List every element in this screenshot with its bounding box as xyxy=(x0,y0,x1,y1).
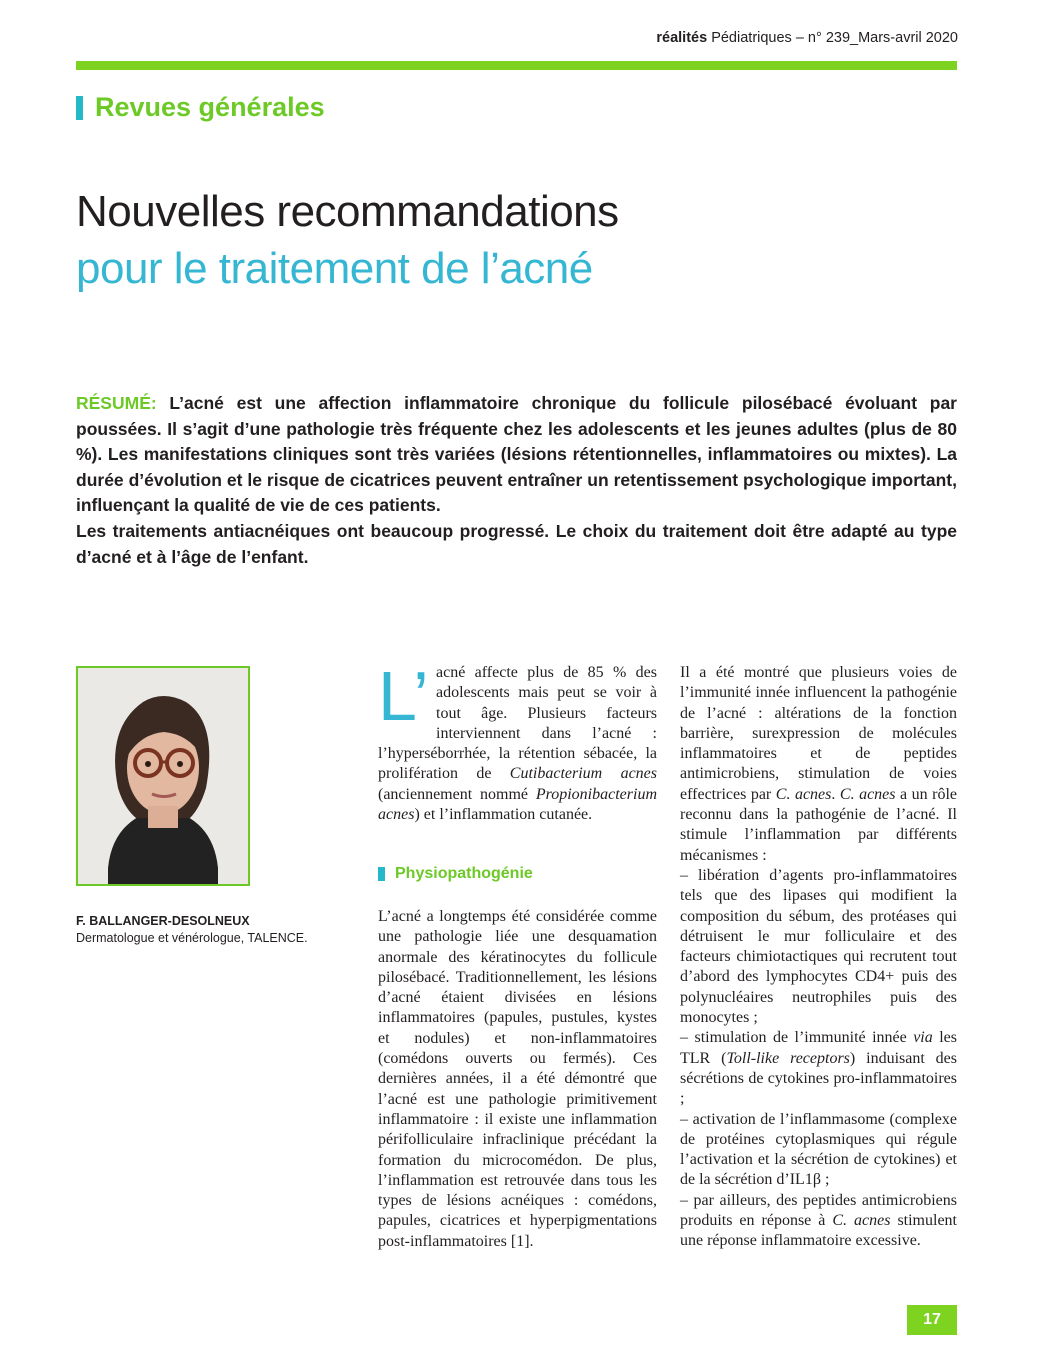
magazine-name: réalités xyxy=(656,30,708,46)
intro-italic: Cutibacterium acnes xyxy=(509,765,657,783)
section-marker xyxy=(76,96,83,120)
author-name: F. BALLANGER-DESOLNEUX xyxy=(76,914,250,928)
intro-text-part: acné affecte plus de 85 % des adolescents mais peut se voir à tout âge. Plusieurs facteurs interviennent dans l’acné : l’hyperséborrhée, la rétention sébacée, la prolifération de xyxy=(378,664,657,783)
header-rule xyxy=(76,61,957,70)
abstract-label: RÉSUMÉ: xyxy=(76,393,157,413)
col2-italic: C. acnes xyxy=(832,1212,891,1230)
col2-text: stimulent une réponse inflammatoire excessive. xyxy=(680,1212,957,1250)
intro-text xyxy=(378,657,657,825)
intro-text-part: (anciennement nommé xyxy=(378,785,536,803)
col2-italic: C. acnes xyxy=(839,785,896,803)
abstract-para1-text: L’acné est une affection inflammatoire chronique du follicule pilosébacé évoluant par poussées. Il s’agit d’une pathologie très fréquente chez les adolescents et les jeunes adultes (plus de 80 %). Les manifestations cliniques sont très variées (lésions rétentionnelles, inflammatoires ou mixtes). La durée d’évolution et le risque de cicatrices peuvent entraîner un retentissement psychologique important, influençant la qualité de vie de ces patients. xyxy=(76,393,957,516)
abstract xyxy=(76,391,957,570)
col2-italic: Toll-like receptors xyxy=(726,1049,850,1067)
abstract-para2: Les traitements antiacnéiques ont beaucoup progressé. Le choix du traitement doit être adapté au type d’acné et à l’âge de l’enfant. xyxy=(76,520,957,567)
col2-text: – par ailleurs, des peptides antimicrobiens produits en réponse à xyxy=(680,1191,957,1230)
abstract-para1 xyxy=(76,391,957,519)
col2-text: les TLR ( xyxy=(680,1029,957,1067)
section-label xyxy=(76,92,325,123)
right-column xyxy=(680,663,957,1252)
mechanism-item xyxy=(680,1191,957,1252)
issue-info: Pédiatriques – n° 239_Mars-avril 2020 xyxy=(707,30,958,46)
mechanism-item: – libération d’agents pro-inflammatoires tels que des lipases qui modifient la composition du sébum, des protéases qui détruisent le mur folliculaire et des facteurs chimiotactiques qui recrutent tout d’abord des lymphocytes CD4+ puis des polynucléaires neutrophiles puis des monocytes ; xyxy=(680,866,957,1027)
mechanism-item: – activation de l’inflammasome (complexe de protéines cytoplasmiques qui régule l’activation et la sécrétion de cytokines) et de la sécrétion d’IL1β ; xyxy=(680,1110,957,1189)
page-number: 17 xyxy=(907,1305,957,1335)
author-affiliation: Dermatologue et vénérologue, TALENCE. xyxy=(76,931,308,945)
col2-italic: via xyxy=(913,1029,933,1047)
author-photo xyxy=(76,666,250,886)
intro-paragraph xyxy=(378,657,657,825)
subheading-physiopathogenie xyxy=(378,865,533,883)
immunity-paragraph xyxy=(680,663,957,866)
col2-text: Il a été montré que plusieurs voies de l’immunité innée influencent la pathogénie de l’acné : altérations de la fonction barrière, surexpression de molécules inflammatoires et de peptides antimicrobiens, stimulation de voies effectrices par xyxy=(680,664,957,803)
mechanism-item xyxy=(680,1028,957,1109)
col2-text: ) induisant des sécrétions de cytokines pro-inflammatoires ; xyxy=(680,1049,957,1108)
running-header xyxy=(656,30,958,46)
intro-italic: Propionibacterium acnes xyxy=(378,785,657,824)
section-label-text: Revues générales xyxy=(95,92,325,122)
col2-italic: C. acnes xyxy=(775,785,832,803)
physio-paragraph xyxy=(378,907,657,1252)
physio-text: L’acné a longtemps été considérée comme une pathologie liée une desquamation anormale des kératinocytes du follicule pilosébacé. Traditionnellement, les lésions d’acné étaient divisées en lésions inflammatoires (papules, pustules, kystes et nodules) et non-inflammatoires (comédons ouverts ou fermés). Ces dernières années, il a été démontré que l’acné est une pathologie primitivement inflammatoire : il existe une inflammation périfolliculaire infraclinique précédant la formation du microcomédon. De plus, l’inflammation est retrouvée dans tous les types de lésions acnéiques : comédons, papules, cicatrices et hyperpigmentations post-inflammatoires [1]. xyxy=(378,908,657,1250)
col2-text: – stimulation de l’immunité innée xyxy=(680,1029,914,1047)
drop-cap: L’ xyxy=(378,657,429,735)
article-title-line1: Nouvelles recommandations xyxy=(76,187,619,236)
col2-text: a un rôle reconnu dans la pathogénie de l’acné. Il stimule l’inflammation par différents mécanismes : xyxy=(680,785,957,864)
author-portrait-image xyxy=(78,668,248,884)
subheading-text: Physiopathogénie xyxy=(395,865,533,882)
article-title-line2: pour le traitement de l’acné xyxy=(76,244,593,293)
subheading-marker xyxy=(378,867,385,881)
intro-text-part: ) et l’inflammation cutanée. xyxy=(414,806,593,824)
col2-text: . xyxy=(831,785,840,803)
